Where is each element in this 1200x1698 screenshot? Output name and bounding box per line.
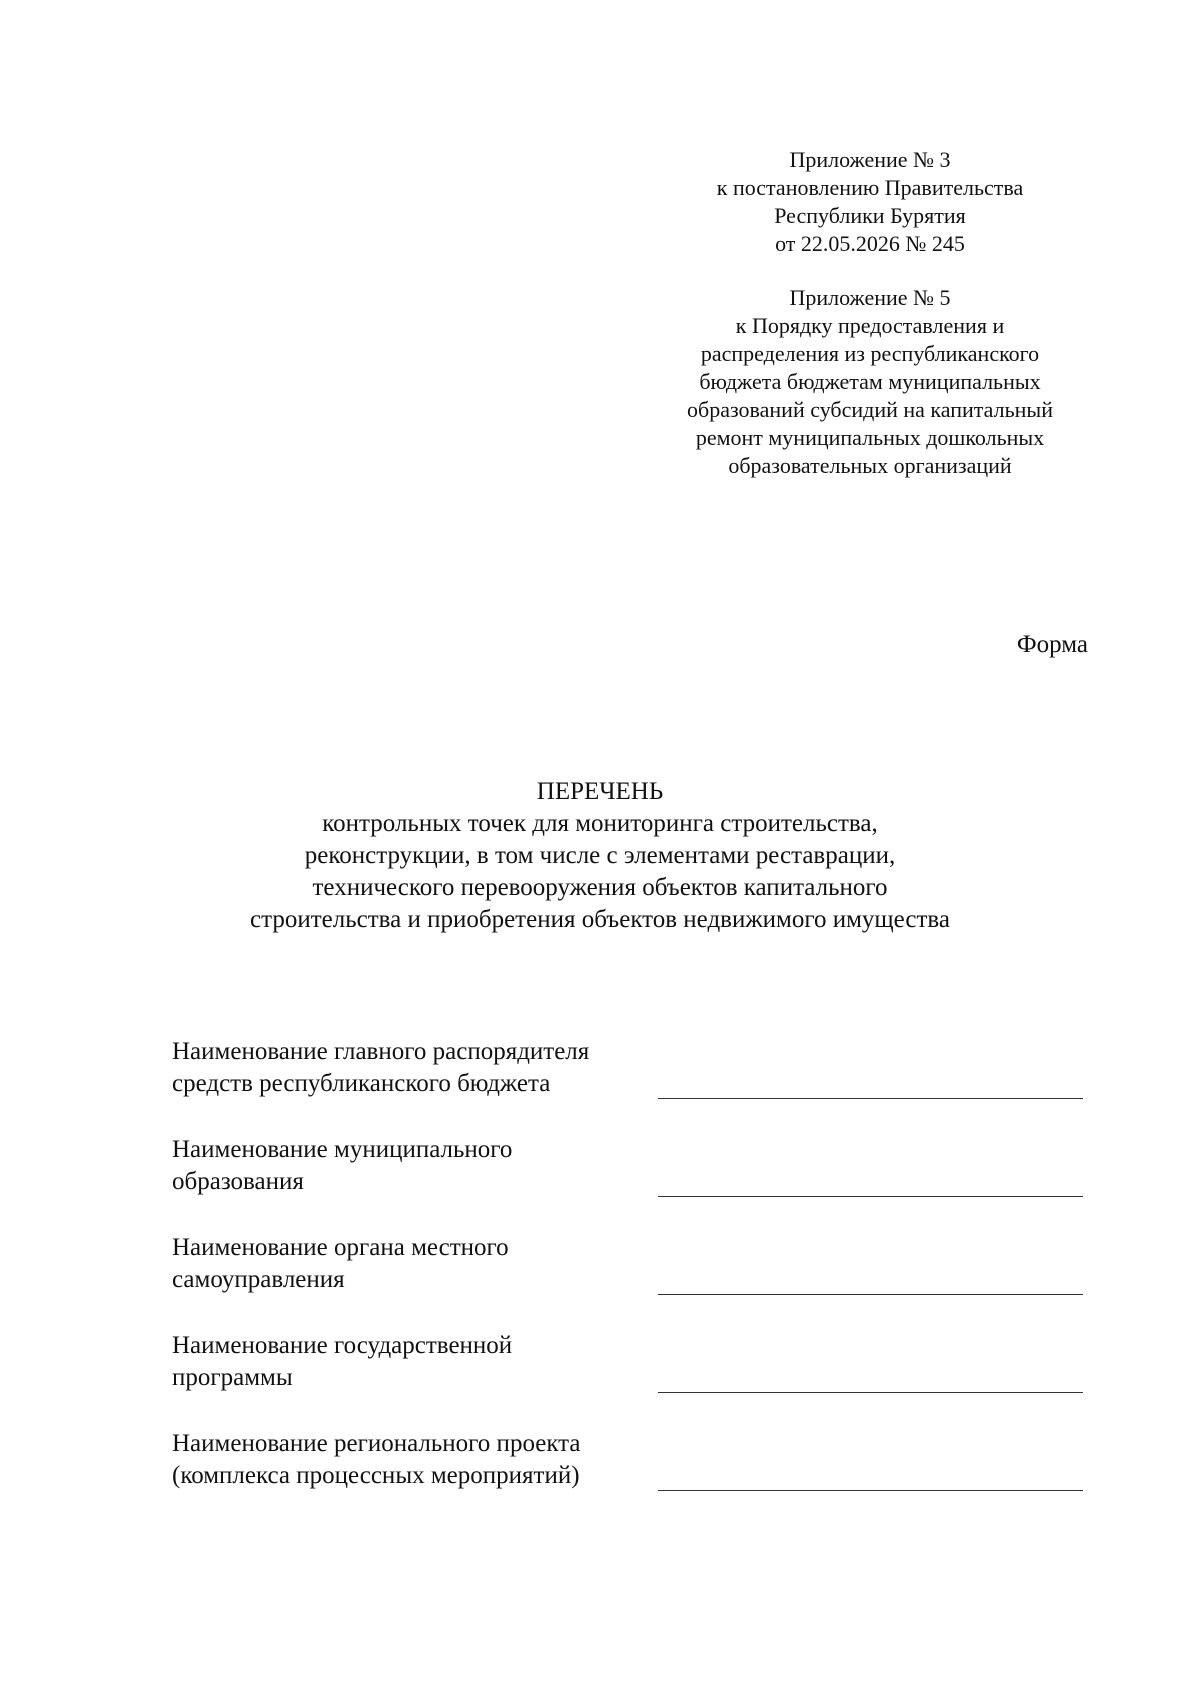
title-line: строительства и приобретения объектов недвижимого имущества bbox=[250, 906, 950, 933]
field-label-line: (комплекса процессных мероприятий) bbox=[172, 1462, 580, 1489]
appendix-5-line: распределения из республиканского bbox=[700, 341, 1040, 366]
field-label-line: образования bbox=[172, 1168, 304, 1195]
appendix-3-header bbox=[670, 146, 1070, 258]
appendix-3-line: к постановлению Правительства bbox=[716, 175, 1024, 200]
field-label-line: Наименование государственной bbox=[172, 1332, 513, 1359]
title-line: реконструкции, в том числе с элементами реставрации, bbox=[304, 842, 896, 869]
fill-in-line[interactable] bbox=[658, 1098, 1083, 1099]
title-line: технического перевооружения объектов капитального bbox=[312, 874, 888, 901]
title-heading: ПЕРЕЧЕНЬ bbox=[536, 778, 664, 805]
appendix-5-line: образований субсидий на капитальный bbox=[687, 397, 1053, 422]
fill-in-line[interactable] bbox=[658, 1392, 1083, 1393]
field-label bbox=[172, 1036, 652, 1100]
field-label-line: Наименование регионального проекта bbox=[172, 1430, 581, 1457]
appendix-5-header bbox=[670, 284, 1070, 480]
field-state-program bbox=[172, 1330, 1087, 1428]
field-label bbox=[172, 1330, 652, 1394]
field-label-line: средств республиканского бюджета bbox=[172, 1070, 551, 1097]
fill-in-line[interactable] bbox=[658, 1294, 1083, 1295]
document-title bbox=[150, 776, 1050, 936]
appendix-5-line: Приложение № 5 bbox=[789, 285, 951, 310]
field-local-government-body bbox=[172, 1232, 1087, 1330]
field-label bbox=[172, 1232, 652, 1296]
field-main-budget-manager bbox=[172, 1036, 1087, 1134]
fill-in-line[interactable] bbox=[658, 1196, 1083, 1197]
appendix-3-line: от 22.05.2026 № 245 bbox=[775, 231, 965, 256]
fill-in-line[interactable] bbox=[658, 1490, 1083, 1491]
appendix-5-line: образовательных организаций bbox=[728, 453, 1012, 478]
field-label-line: программы bbox=[172, 1364, 293, 1391]
field-municipality bbox=[172, 1134, 1087, 1232]
appendix-5-line: бюджета бюджетам муниципальных bbox=[699, 369, 1041, 394]
field-label-line: самоуправления bbox=[172, 1266, 345, 1293]
appendix-5-line: ремонт муниципальных дошкольных bbox=[695, 425, 1045, 450]
title-line: контрольных точек для мониторинга строительства, bbox=[322, 810, 878, 837]
field-label-line: Наименование муниципального bbox=[172, 1136, 513, 1163]
appendix-3-line: Приложение № 3 bbox=[789, 147, 951, 172]
field-label-line: Наименование главного распорядителя bbox=[172, 1038, 590, 1065]
form-label: Форма bbox=[1016, 631, 1088, 658]
field-label bbox=[172, 1428, 652, 1492]
appendix-5-line: к Порядку предоставления и bbox=[735, 313, 1005, 338]
appendix-3-line: Республики Бурятия bbox=[774, 203, 966, 228]
field-label bbox=[172, 1134, 652, 1198]
field-regional-project bbox=[172, 1428, 1087, 1526]
form-fields bbox=[172, 1036, 1087, 1526]
field-label-line: Наименование органа местного bbox=[172, 1234, 509, 1261]
